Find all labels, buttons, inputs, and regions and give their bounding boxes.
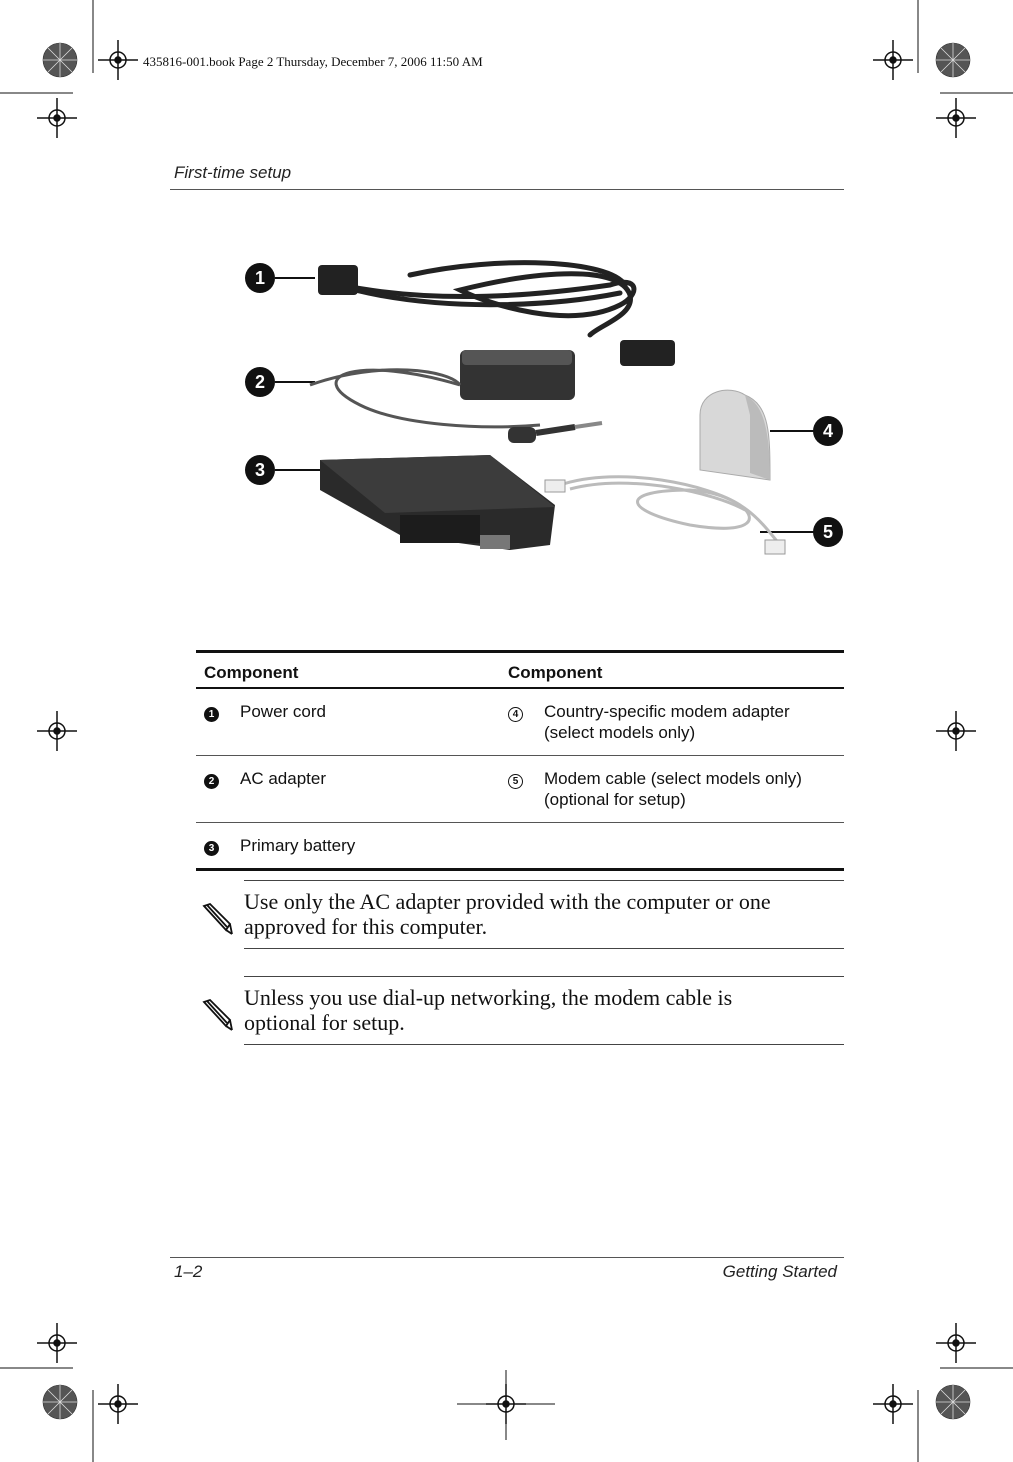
battery-image bbox=[320, 455, 555, 550]
table-header-right: Component bbox=[500, 652, 844, 689]
note-2 bbox=[196, 976, 844, 1046]
running-head: First-time setup bbox=[174, 163, 292, 182]
pencil-icon bbox=[196, 898, 236, 938]
power-cord-image bbox=[340, 263, 634, 335]
modem-cable-image bbox=[560, 477, 780, 545]
item-marker: 5 bbox=[508, 774, 523, 789]
note-1 bbox=[196, 880, 844, 950]
table-row bbox=[196, 823, 844, 870]
note-text: Unless you use dial-up networking, the modem cable is optional for setup. bbox=[244, 985, 733, 1035]
callout-2: 2 bbox=[245, 367, 275, 397]
component-table bbox=[196, 650, 844, 871]
ac-adapter-image bbox=[310, 350, 602, 443]
plug-image bbox=[318, 265, 358, 295]
component-name bbox=[544, 823, 844, 870]
callout-4: 4 bbox=[813, 416, 843, 446]
component-name: Modem cable (select models only) (optional for setup) bbox=[544, 756, 844, 823]
item-marker: 4 bbox=[508, 707, 523, 722]
callout-5: 5 bbox=[813, 517, 843, 547]
header-rule bbox=[170, 189, 844, 190]
print-slug: 435816-001.book Page 2 Thursday, December 7, 2006 11:50 AM bbox=[143, 54, 483, 69]
book-title: Getting Started bbox=[722, 1262, 837, 1281]
components-illustration bbox=[240, 245, 846, 565]
item-marker: 3 bbox=[204, 841, 219, 856]
table-row bbox=[196, 756, 844, 823]
callout-1: 1 bbox=[245, 263, 275, 293]
component-name: Country-specific modem adapter (select models only) bbox=[544, 688, 844, 756]
component-name: Power cord bbox=[240, 688, 500, 756]
item-marker: 1 bbox=[204, 707, 219, 722]
modem-adapter-image bbox=[700, 390, 770, 480]
footer-rule bbox=[170, 1257, 844, 1258]
table-header-left: Component bbox=[196, 652, 500, 689]
component-name: Primary battery bbox=[240, 823, 500, 870]
page-number: 1–2 bbox=[174, 1262, 203, 1281]
item-marker: 2 bbox=[204, 774, 219, 789]
component-name: AC adapter bbox=[240, 756, 500, 823]
table-row bbox=[196, 688, 844, 756]
pencil-icon bbox=[196, 994, 236, 1034]
callout-3: 3 bbox=[245, 455, 275, 485]
note-text: Use only the AC adapter provided with the computer or one approved for this computer. bbox=[244, 889, 771, 939]
